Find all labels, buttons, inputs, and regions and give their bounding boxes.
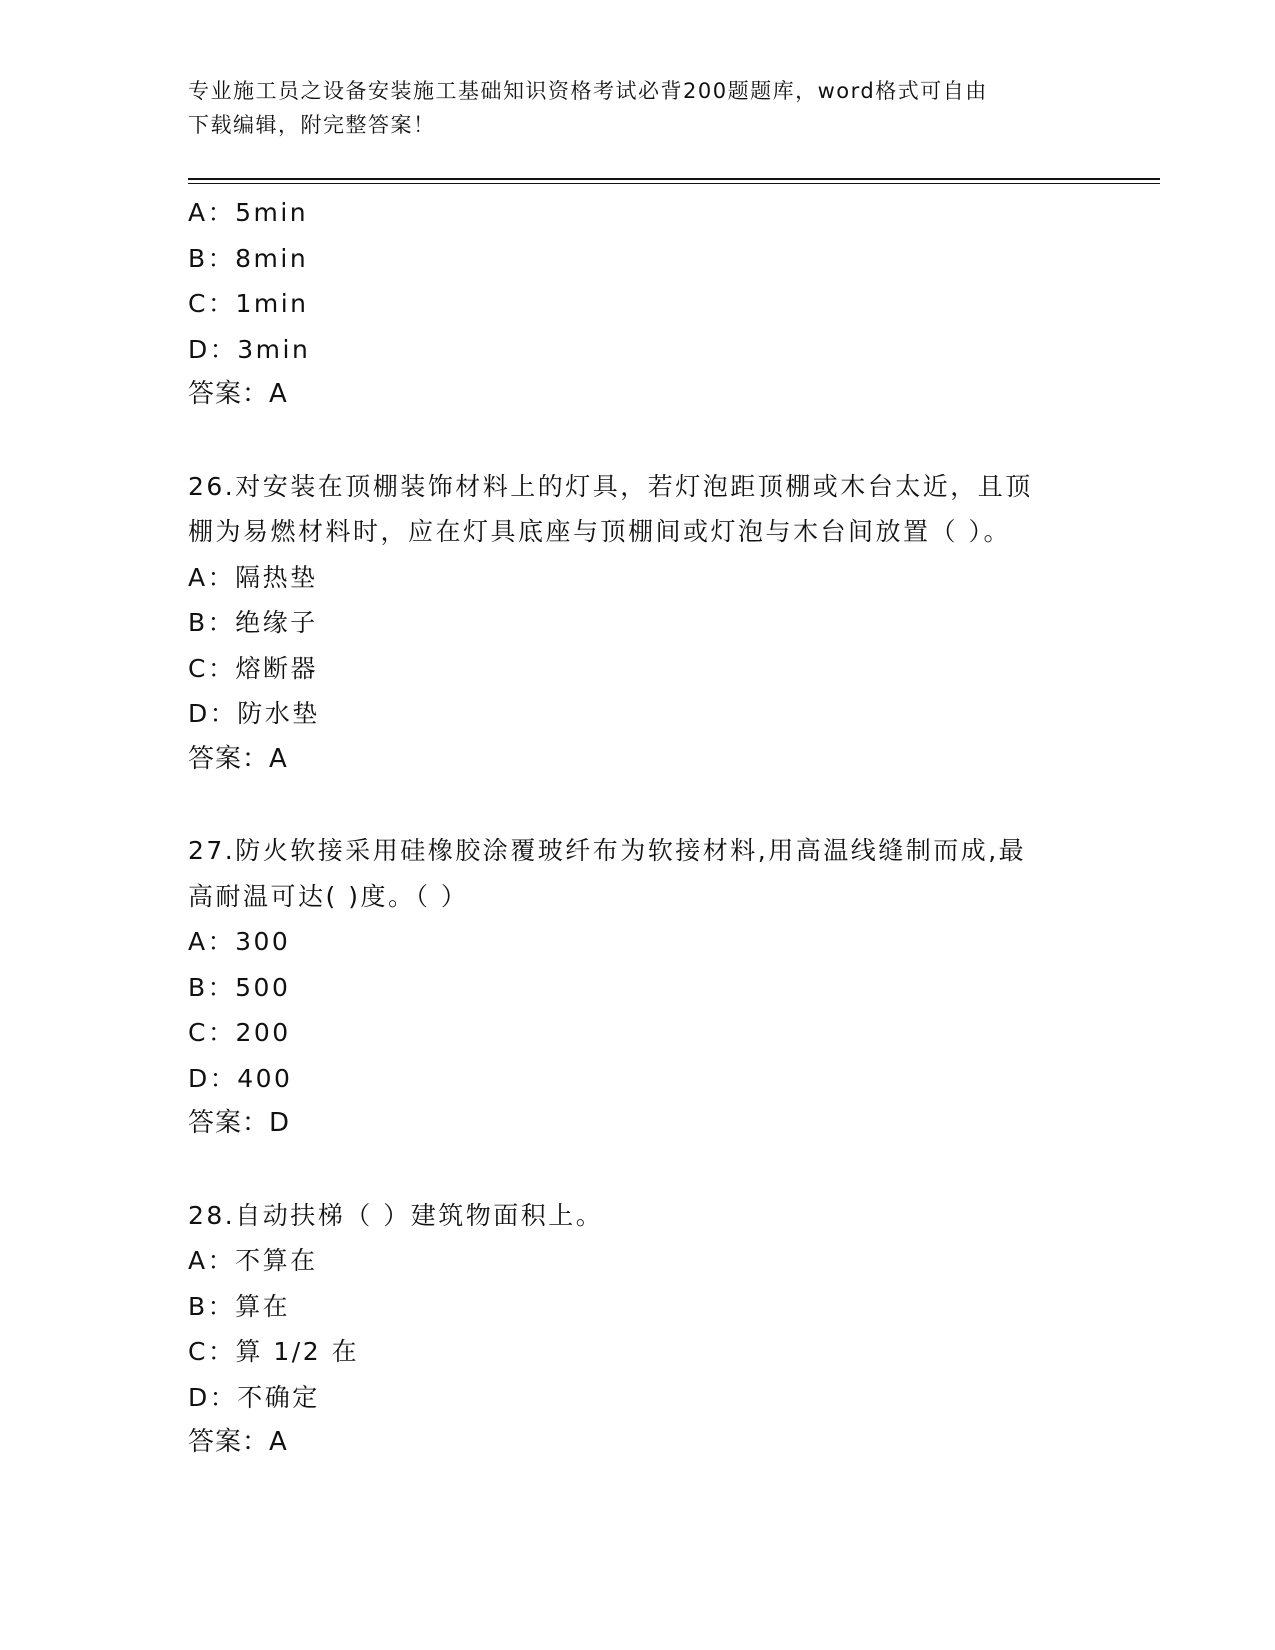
question-25 [188,190,1088,418]
question-stem-line-2: 高耐温可达( )度。（ ） [188,881,469,911]
answer: 答案：A [188,379,288,409]
question-stem-line-1: 28.自动扶梯（ ）建筑物面积上。 [188,1200,604,1230]
question-stem-line-1: 27.防火软接采用硅橡胶涂覆玻纤布为软接材料,用高温线缝制而成,最 [188,836,1027,865]
spacer [188,782,1088,828]
option-a: A：300 [188,927,291,956]
option-b: B：绝缘子 [188,608,318,637]
spacer [188,418,1088,464]
option-a: A：隔热垫 [188,562,318,592]
header-line-2: 下载编辑，附完整答案！ [188,113,436,137]
question-27 [188,828,1088,1147]
question-list [188,190,1088,1466]
header-rule-thick [188,178,1160,180]
header-rule-thin [188,183,1160,184]
question-stem-line-1: 26.对安装在顶棚装饰材料上的灯具，若灯泡距顶棚或木台太近，且顶 [188,471,1033,501]
option-d: D：400 [188,1063,293,1093]
answer: 答案：A [188,743,288,774]
option-c: C：1min [188,289,309,318]
option-d: D：不确定 [188,1382,320,1412]
header-line-1: 专业施工员之设备安装施工基础知识资格考试必背200题题库，word格式可自由 [188,79,988,103]
answer: 答案：A [188,1427,288,1457]
option-b: B：8min [188,243,309,273]
option-b: B：算在 [188,1291,291,1321]
question-stem-line-2: 棚为易燃材料时，应在灯具底座与顶棚间或灯泡与木台间放置（ ）。 [188,517,1011,546]
option-b: B：500 [188,972,291,1002]
option-c: C：200 [188,1018,291,1047]
option-a: A：不算在 [188,1246,318,1275]
question-26 [188,464,1088,783]
spacer [188,1147,1088,1193]
option-a: A：5min [188,198,309,227]
option-d: D：防水垫 [188,699,320,728]
option-c: C：算 1/2 在 [188,1337,360,1366]
option-d: D：3min [188,334,311,364]
option-c: C：熔断器 [188,653,318,683]
document-header [188,74,1078,142]
question-28 [188,1193,1088,1466]
answer: 答案：D [188,1108,291,1138]
